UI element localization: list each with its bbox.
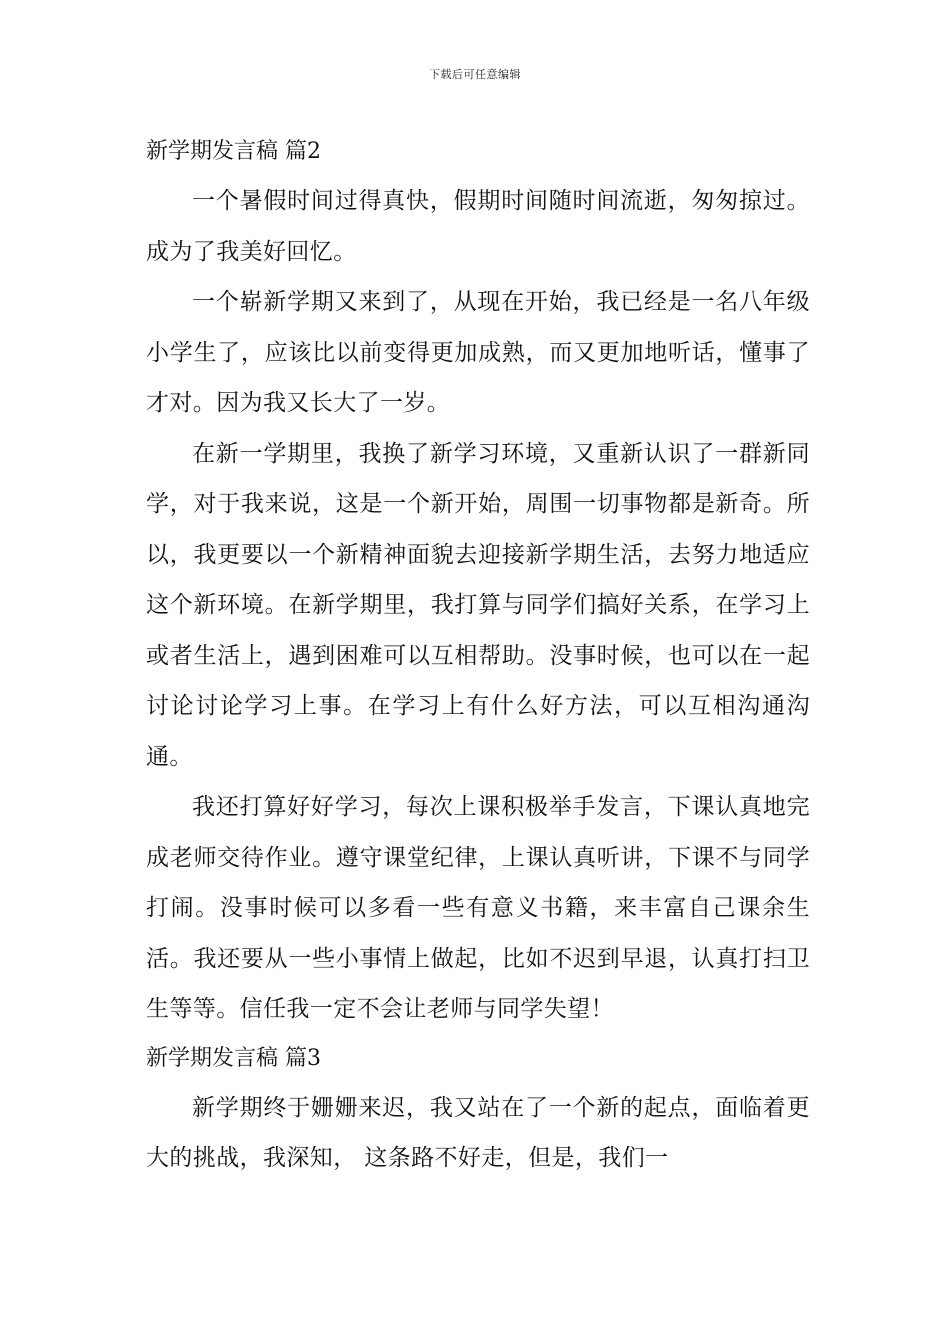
header-note: 下载后可任意编辑: [429, 68, 521, 81]
paragraph: 我还打算好好学习，每次上课积极举手发言，下课认真地完成老师交待作业。遵守课堂纪律，上课认真听讲，下课不与同学打闹。没事时候可以多看一些有意义书籍，来丰富自己课余生活。我还要从一些小事情上做起，比如不迟到早退，认真打扫卫生等等。信任我一定不会让老师与同学失望！: [146, 794, 810, 1022]
paragraph: 一个暑假时间过得真快，假期时间随时间流逝，匆匆掠过。成为了我美好回忆。: [146, 188, 810, 265]
section-title-3: 新学期发言稿 篇3: [146, 1045, 321, 1071]
paragraph: 新学期终于姗姗来迟，我又站在了一个新的起点，面临着更大的挑战，我深知， 这条路不好走，但是，我们一: [146, 1094, 810, 1171]
section-title-2: 新学期发言稿 篇2: [146, 139, 321, 164]
paragraph: 在新一学期里，我换了新学习环境，又重新认识了一群新同学，对于我来说，这是一个新开始，周围一切事物都是新奇。所以，我更要以一个新精神面貌去迎接新学期生活，去努力地适应这个新环境。在新学期里，我打算与同学们搞好关系，在学习上或者生活上，遇到困难可以互相帮助。没事时候，也可以在一起讨论讨论学习上事。在学习上有什么好方法，可以互相沟通沟通。: [146, 440, 810, 770]
paragraph: 一个崭新学期又来到了，从现在开始，我已经是一名八年级小学生了，应该比以前变得更加成熟，而又更加地听话，懂事了才对。因为我又长大了一岁。: [146, 289, 810, 416]
document-body: [146, 128, 810, 1184]
